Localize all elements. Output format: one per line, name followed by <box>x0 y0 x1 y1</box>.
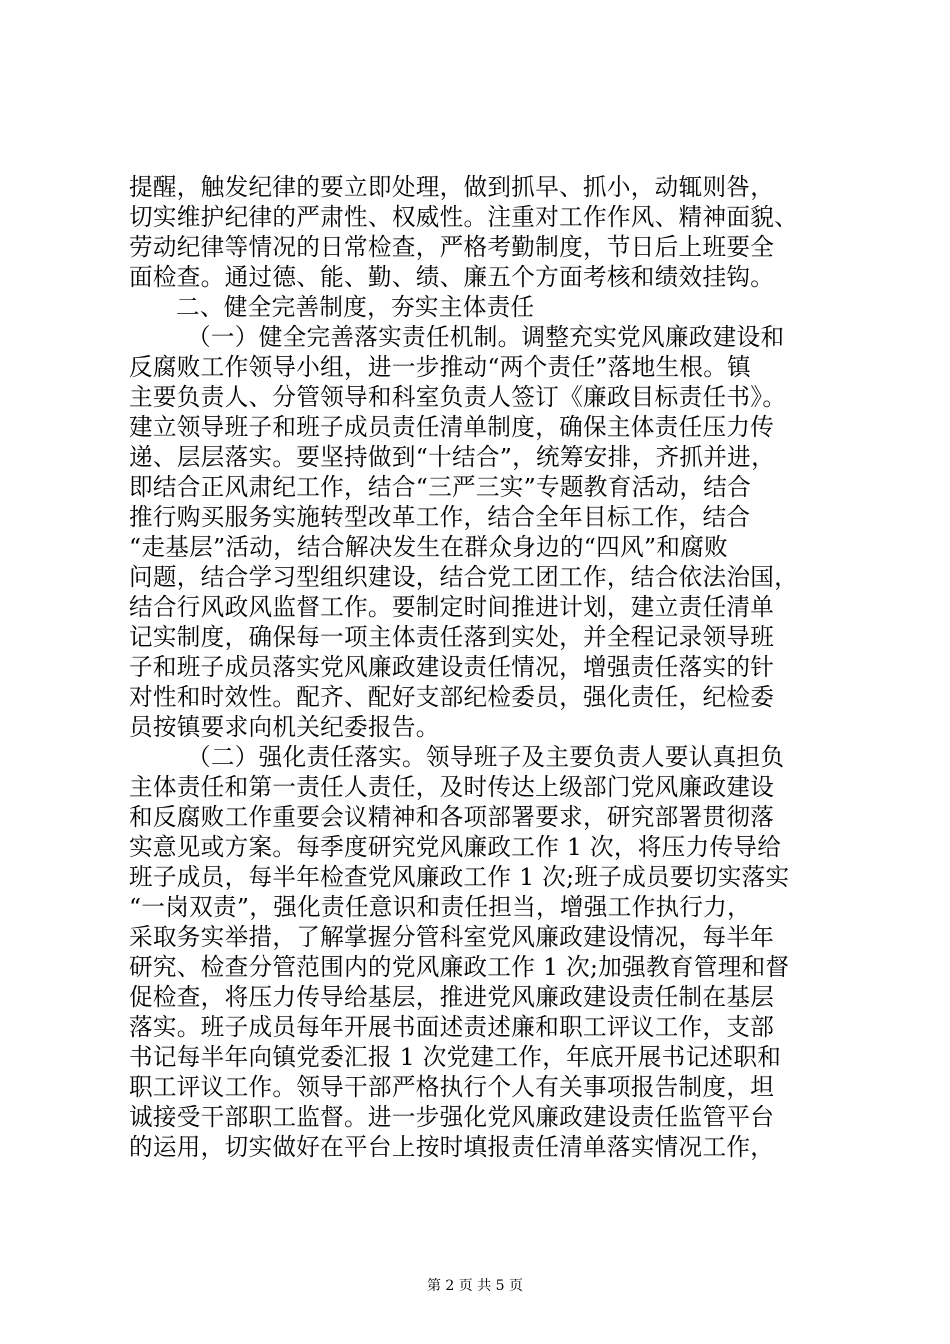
section-heading: 二、健全完善制度，夯实主体责任 <box>176 293 535 321</box>
document-body <box>129 172 829 1162</box>
text-line: 班子成员，每半年检查党风廉政工作 1 次;班子成员要切实落实 <box>129 863 790 891</box>
text-line: 对性和时效性。配齐、配好支部纪检委员，强化责任，纪检委 <box>129 683 775 711</box>
text-line: 劳动纪律等情况的日常检查，严格考勤制度，节日后上班要全 <box>129 233 775 261</box>
text-line: （一）健全完善落实责任机制。调整充实党风廉政建设和 <box>187 323 785 351</box>
text-line: 反腐败工作领导小组，进一步推动“两个责任”落地生根。镇 <box>129 353 752 381</box>
page-footer: 第 2 页 共 5 页 <box>426 1278 524 1294</box>
text-line: 推行购买服务实施转型改革工作，结合全年目标工作，结合 <box>129 503 751 531</box>
text-line: 主体责任和第一责任人责任，及时传达上级部门党风廉政建设 <box>129 773 775 801</box>
text-line: 和反腐败工作重要会议精神和各项部署要求，研究部署贯彻落 <box>129 803 775 831</box>
text-line: 研究、检查分管范围内的党风廉政工作 1 次;加强教育管理和督 <box>129 953 790 981</box>
text-line: 员按镇要求向机关纪委报告。 <box>129 713 440 741</box>
text-line: 落实。班子成员每年开展书面述责述廉和职工评议工作，支部 <box>129 1013 775 1041</box>
text-line: “走基层”活动，结合解决发生在群众身边的“四风”和腐败 <box>129 533 729 561</box>
text-line: 书记每半年向镇党委汇报 1 次党建工作，年底开展书记述职和 <box>129 1043 782 1071</box>
text-line: “一岗双责”，强化责任意识和责任担当，增强工作执行力， <box>129 893 752 921</box>
text-line: 的运用，切实做好在平台上按时填报责任清单落实情况工作， <box>129 1133 775 1161</box>
text-line: 采取务实举措，了解掌握分管科室党风廉政建设情况，每半年 <box>129 923 775 951</box>
text-line: 切实维护纪律的严肃性、权威性。注重对工作作风、精神面貌、 <box>129 203 799 231</box>
text-line: （二）强化责任落实。领导班子及主要负责人要认真担负 <box>187 743 785 771</box>
text-line: 记实制度，确保每一项主体责任落到实处，并全程记录领导班 <box>129 623 775 651</box>
text-line: 递、层层落实。要坚持做到“十结合”，统筹安排，齐抓并进， <box>129 443 775 471</box>
text-line: 主要负责人、分管领导和科室负责人签订《廉政目标责任书》。 <box>129 383 787 411</box>
text-line: 促检查，将压力传导给基层，推进党风廉政建设责任制在基层 <box>129 983 775 1011</box>
text-line: 诚接受干部职工监督。进一步强化党风廉政建设责任监管平台 <box>129 1103 775 1131</box>
text-line: 问题，结合学习型组织建设，结合党工团工作，结合依法治国， <box>129 563 799 591</box>
text-line: 实意见或方案。每季度研究党风廉政工作 1 次，将压力传导给 <box>129 833 782 861</box>
text-line: 职工评议工作。领导干部严格执行个人有关事项报告制度，坦 <box>129 1073 775 1101</box>
text-line: 建立领导班子和班子成员责任清单制度，确保主体责任压力传 <box>129 413 775 441</box>
text-line: 子和班子成员落实党风廉政建设责任情况，增强责任落实的针 <box>129 653 775 681</box>
text-line: 即结合正风肃纪工作，结合“三严三实”专题教育活动，结合 <box>129 473 752 501</box>
text-line: 面检查。通过德、能、勤、绩、廉五个方面考核和绩效挂钩。 <box>129 263 775 291</box>
text-line: 结合行风政风监督工作。要制定时间推进计划，建立责任清单 <box>129 593 775 621</box>
text-line: 提醒，触发纪律的要立即处理，做到抓早、抓小，动辄则咎， <box>129 173 775 201</box>
